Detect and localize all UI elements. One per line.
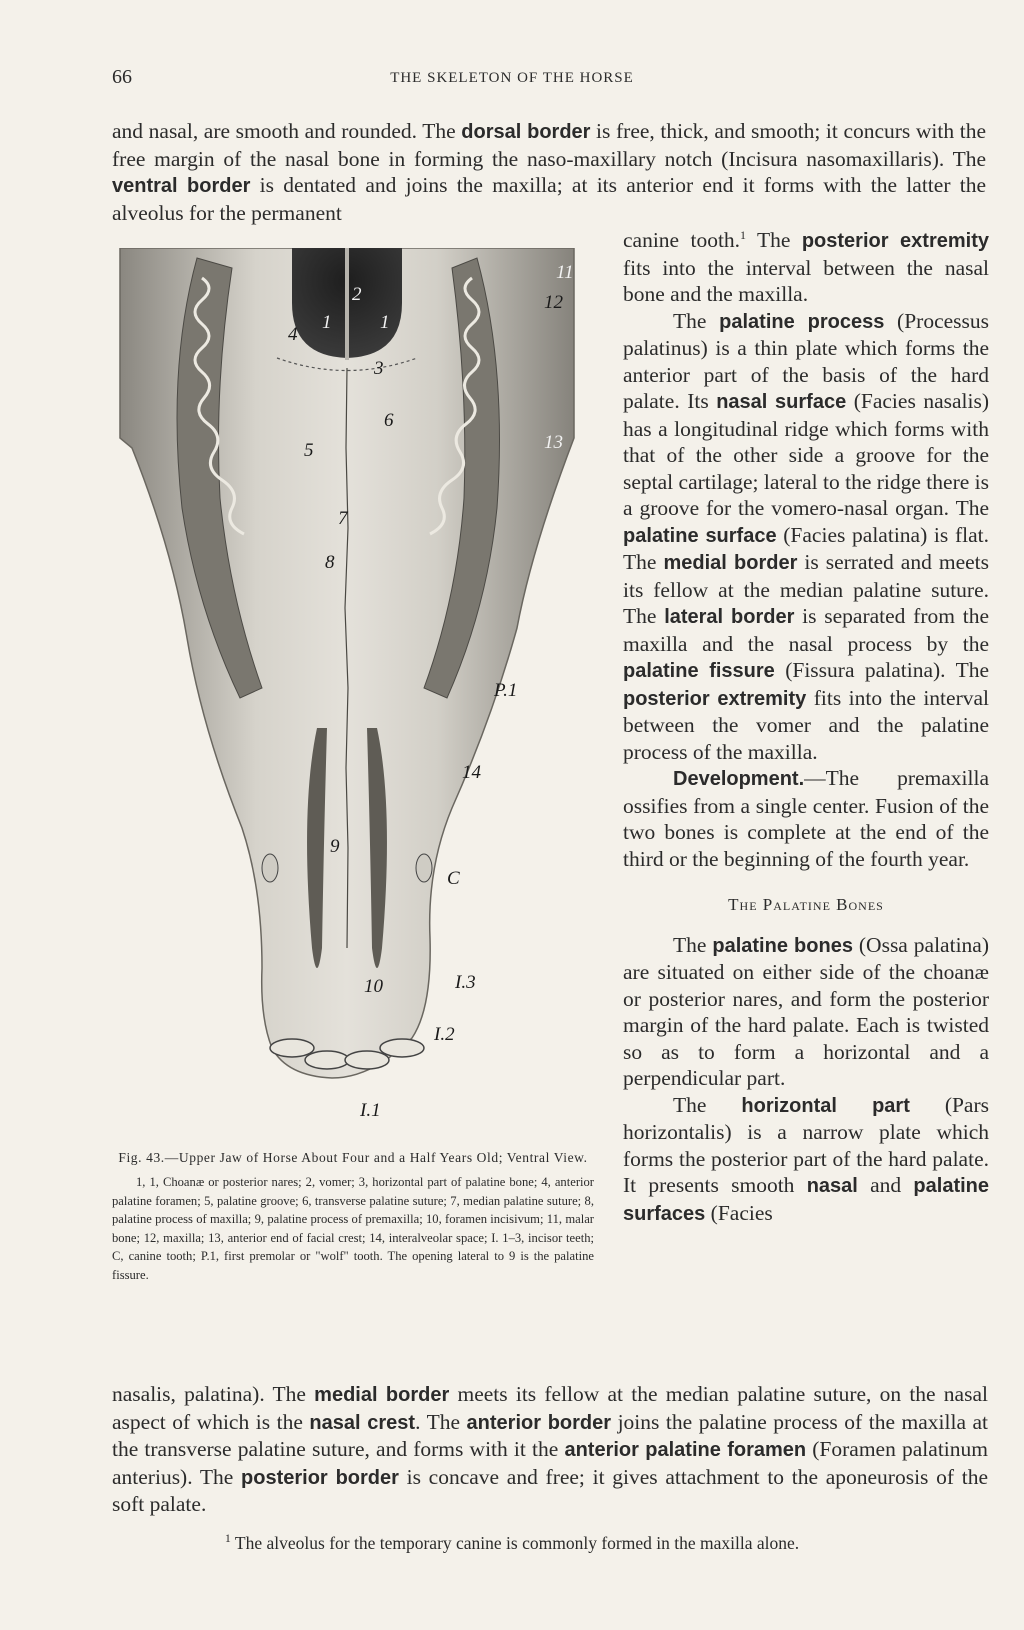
paragraph: [623, 308, 989, 766]
text-run: is separated from the maxilla and the nasal process by the: [623, 604, 989, 656]
text-run: The: [673, 932, 713, 957]
text-run: The: [673, 308, 720, 333]
text-run: meets its fellow at the median palatine suture, on the nasal aspect of which is the: [112, 1382, 988, 1434]
fig-label: I.1: [360, 1100, 381, 1121]
text-run: . The: [415, 1409, 467, 1434]
fig-label: 14: [462, 762, 481, 783]
term: nasal: [806, 1175, 858, 1198]
text-run: (Facies: [705, 1200, 773, 1225]
term: posterior extremity: [623, 687, 807, 710]
text-run: and: [857, 1173, 914, 1198]
fig-label: 4: [288, 324, 298, 345]
footnote-marker: 1: [740, 228, 747, 242]
running-head-title: THE SKELETON OF THE HORSE: [390, 70, 634, 86]
term-ventral-border: ventral border: [112, 175, 251, 197]
term: Development.: [673, 768, 805, 791]
figure-caption: [112, 1148, 594, 1285]
fig-label: 2: [352, 284, 362, 305]
term: anterior palatine foramen: [564, 1439, 807, 1461]
bottom-paragraph: [112, 1381, 988, 1518]
term: medial border: [663, 552, 798, 575]
fig-label: 7: [338, 508, 348, 529]
term: nasal surface: [716, 391, 847, 414]
term: horizontal part: [741, 1094, 910, 1117]
fig-label: C: [447, 868, 460, 889]
text-run: canine tooth.: [623, 228, 741, 253]
fig-label: I.3: [455, 972, 476, 993]
figure-caption-title: Fig. 43.—Upper Jaw of Horse About Four and a Half Years Old; Ventral View.: [118, 1150, 588, 1165]
figure-legend: 1, 1, Choanæ or posterior nares; 2, vomer; 3, horizontal part of palatine bone; 4, anterior palatine foramen; 5, palatine groove; 6, transverse palatine suture; 7, median palatine suture; 8, palatine process of maxilla; 9, palatine process of premaxilla; 10, foramen incisivum; 11, malar bone; 12, maxilla; 13, anterior end of facial crest; 14, interalveolar space; I. 1–3, incisor teeth; C, canine tooth; P.1, first premolar or "wolf" tooth. The opening lateral to 9 is the palatine fissure.: [112, 1175, 594, 1282]
text-run: (Foramen palatinum anterius). The: [112, 1437, 988, 1489]
term: palatine surface: [623, 524, 777, 547]
term: nasal crest: [309, 1411, 416, 1434]
text-run: (Ossa palatina) are situated on either side of the choanæ or posterior nares, and form the posterior margin of the hard palate. Each is twisted so as to form a horizontal and a perpendicular part.: [623, 932, 989, 1091]
fig-label: 6: [384, 410, 394, 431]
fig-label: 9: [330, 836, 340, 857]
text-run: fits into the interval between the vomer and the palatine process of the maxilla.: [623, 685, 989, 764]
paragraph: [623, 222, 989, 308]
text-run: joins the palatine process of the maxilla at the transverse palatine suture, and forms with it the: [112, 1409, 989, 1461]
term: lateral border: [664, 606, 795, 629]
term: medial border: [314, 1384, 450, 1406]
text-run: nasalis, palatina). The: [112, 1382, 315, 1406]
text-run: is dentated and joins the maxilla; at its anterior end it forms with the latter the alveolus for the permanent: [112, 173, 986, 225]
term: palatine fissure: [623, 660, 775, 683]
term: posterior border: [241, 1466, 399, 1489]
term: palatine process: [719, 310, 885, 333]
term: palatine bones: [712, 934, 853, 957]
choanae-posterior-nares: [292, 248, 402, 360]
upper-jaw-illustration: [112, 248, 602, 1128]
fig-label: 10: [364, 976, 383, 997]
text-run: is serrated and meets its fellow at the median palatine suture. The: [623, 550, 989, 629]
fig-label: 13: [544, 432, 563, 453]
text-run: (Fissura palatina). The: [774, 658, 989, 683]
fig-label: 8: [325, 552, 335, 573]
right-column: [623, 222, 989, 1227]
text-run: —The premaxilla ossifies from a single center. Fusion of the two bones is complete at the end of the third or the beginning of the fourth year.: [623, 766, 989, 871]
paragraph: [623, 932, 989, 1092]
text-run: (Pars horizontalis) is a narrow plate which forms the posterior part of the hard palate. It presents smooth: [623, 1092, 989, 1198]
fig-label: 1: [322, 312, 332, 333]
text-run: The: [673, 1092, 742, 1117]
text-run: (Facies nasalis) has a longitudinal ridge which forms with that of the other side a groove for the septal cartilage; lateral to the ridge there is a groove for the vomero-nasal organ. The: [623, 389, 989, 521]
text-run: is concave and free; it gives attachment to the aponeurosis of the soft palate.: [112, 1464, 988, 1516]
term: anterior border: [466, 1411, 612, 1434]
fig-label: 3: [374, 358, 384, 379]
fig-label: 1: [380, 312, 390, 333]
fig-label: I.2: [434, 1024, 455, 1045]
fig-label: P.1: [494, 680, 518, 701]
fig-label: 11: [556, 262, 574, 283]
text-run: The: [746, 228, 802, 253]
term: palatine surfaces: [623, 1175, 989, 1225]
fig-label: 12: [544, 292, 563, 313]
footnote-marker: 1: [224, 1531, 231, 1545]
intro-paragraph: [112, 118, 986, 226]
text-run: fits into the interval between the nasal bone and the maxilla.: [623, 255, 989, 307]
paragraph: [623, 765, 989, 872]
text-run: (Facies palatina) is flat. The: [623, 522, 989, 575]
term: posterior extremity: [801, 230, 989, 253]
figure-43: [112, 248, 602, 1128]
page-number: 66: [112, 66, 132, 88]
term-dorsal-border: dorsal border: [461, 121, 591, 143]
footnote-text: The alveolus for the temporary canine is commonly formed in the maxilla alone.: [230, 1532, 800, 1553]
running-head: [0, 66, 1024, 94]
paragraph: [623, 1092, 989, 1228]
footnote: [0, 1531, 1024, 1554]
text-run: and nasal, are smooth and rounded. The: [112, 119, 462, 143]
text-run: is free, thick, and smooth; it concurs with the free margin of the nasal bone in forming the naso-maxillary notch (Incisura nasomaxillaris). The: [112, 119, 987, 171]
section-heading: The Palatine Bones: [728, 895, 884, 915]
fig-label: 5: [304, 440, 314, 461]
text-run: (Processus palatinus) is a thin plate which forms the anterior part of the basis of the hard palate. Its: [623, 308, 989, 414]
